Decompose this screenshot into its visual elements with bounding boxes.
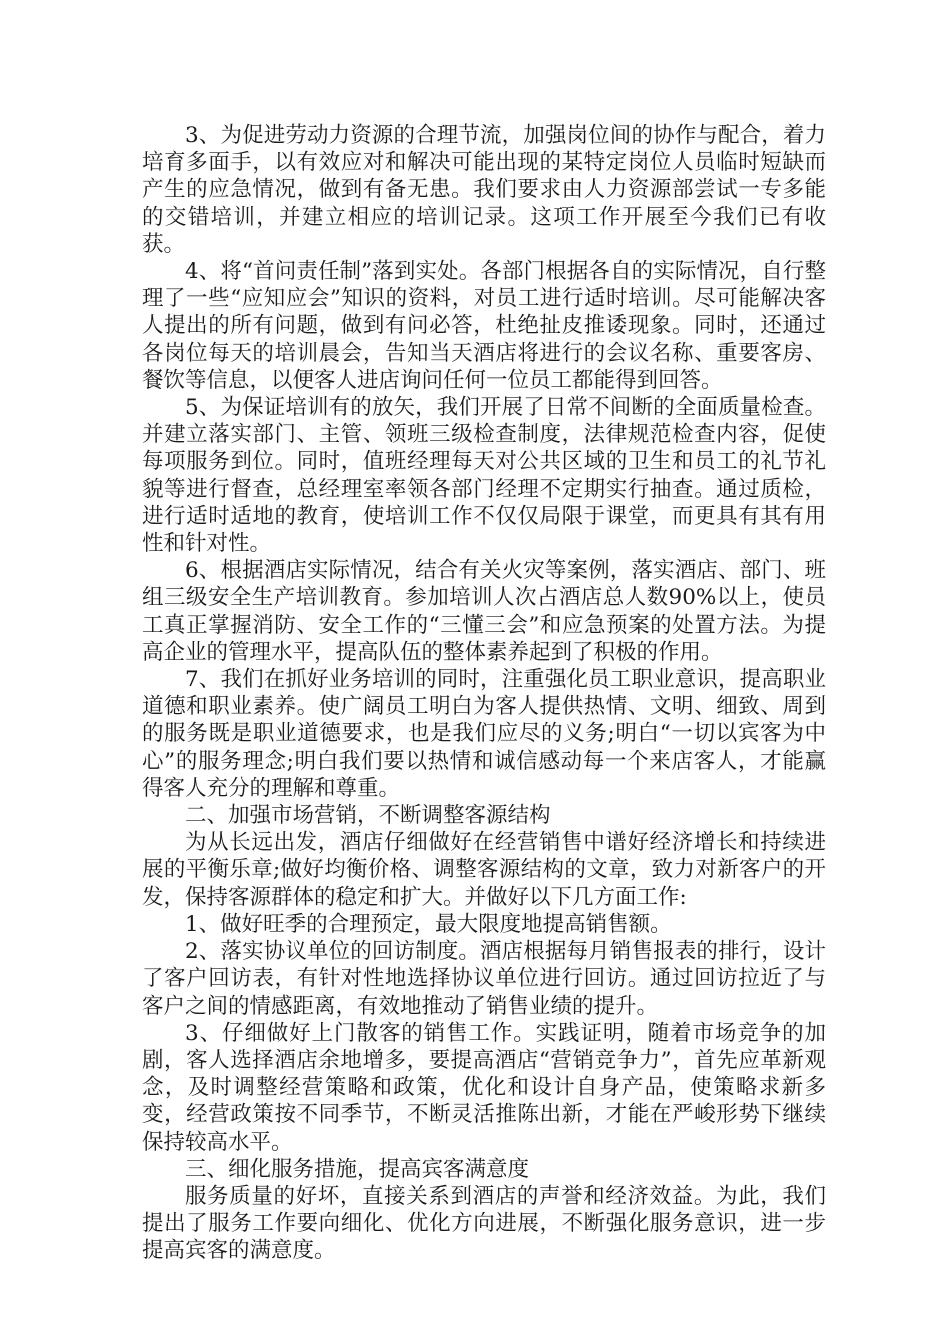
paragraph-training-item-4: 4、将“首问责任制”落到实处。各部门根据各自的实际情况，自行整理了一些“应知应会”知识的资料，对员工进行适时培训。尽可能解决客人提出的所有问题，做到有问必答，杜绝扯皮推诿现象。同时，还通过各岗位每天的培训晨会，告知当天酒店将进行的会议名称、重要客房、餐饮等信息，以便客人进店询问任何一位员工都能得到回答。 xyxy=(142,259,826,393)
paragraph-marketing-item-1: 1、做好旺季的合理预定，最大限度地提高销售额。 xyxy=(185,911,672,937)
paragraph-training-item-6: 6、根据酒店实际情况，结合有关火灾等案例，落实酒店、部门、班组三级安全生产培训教育。参加培训人次占酒店总人数90%以上，使员工真正掌握消防、安全工作的“三懂三会”和应急预案的处置方法。为提高企业的管理水平，提高队伍的整体素养起到了积极的作用。 xyxy=(142,558,826,665)
section-heading-marketing: 二、加强市场营销，不断调整客源结构 xyxy=(185,803,551,829)
paragraph-marketing-item-2: 2、落实协议单位的回访制度。酒店根据每月销售报表的排行，设计了客户回访表，有针对性地选择协议单位进行回访。通过回访拉近了与客户之间的情感距离，有效地推动了销售业绩的提升。 xyxy=(142,939,826,1019)
paragraph-marketing-item-3: 3、仔细做好上门散客的销售工作。实践证明，随着市场竞争的加剧，客人选择酒店余地增多，要提高酒店“营销竞争力”，首先应革新观念，及时调整经营策略和政策，优化和设计自身产品，使策略求新多变，经营政策按不同季节，不断灵活推陈出新，才能在严峻形势下继续保持较高水平。 xyxy=(142,1020,826,1155)
paragraph-training-item-5: 5、为保证培训有的放矢，我们开展了日常不间断的全面质量检查。并建立落实部门、主管、领班三级检查制度，法律规范检查内容，促使每项服务到位。同时，值班经理每天对公共区域的卫生和员工的礼节礼貌等进行督查，总经理室率领各部门经理不定期实行抽查。通过质检，进行适时适地的教育，使培训工作不仅仅局限于课堂，而更具有其有用性和针对性。 xyxy=(142,395,826,557)
paragraph-marketing-intro: 为从长远出发，酒店仔细做好在经营销售中谱好经济增长和持续进展的平衡乐章;做好均衡价格、调整客源结构的文章，致力对新客户的开发，保持客源群体的稳定和扩大。并做好以下几方面工作: xyxy=(142,830,826,910)
paragraph-service-intro: 服务质量的好坏，直接关系到酒店的声誉和经济效益。为此，我们提出了服务工作要向细化、优化方向进展，不断强化服务意识，进一步提高宾客的满意度。 xyxy=(142,1183,826,1264)
section-heading-service: 三、细化服务措施，提高宾客满意度 xyxy=(185,1156,530,1182)
document-body xyxy=(142,122,826,1265)
paragraph-training-item-7: 7、我们在抓好业务培训的同时，注重强化员工职业意识，提高职业道德和职业素养。使广阔员工明白为客人提供热情、文明、细致、周到的服务既是职业道德要求，也是我们应尽的义务;明白“一切以宾客为中心”的服务理念;明白我们要以热情和诚信感动每一个来店客人，才能赢得客人充分的理解和尊重。 xyxy=(142,667,826,801)
paragraph-training-item-3: 3、为促进劳动力资源的合理节流，加强岗位间的协作与配合，着力培育多面手，以有效应对和解决可能出现的某特定岗位人员临时短缺而产生的应急情况，做到有备无患。我们要求由人力资源部尝试一专多能的交错培训，并建立相应的培训记录。这项工作开展至今我们已有收获。 xyxy=(142,123,826,257)
